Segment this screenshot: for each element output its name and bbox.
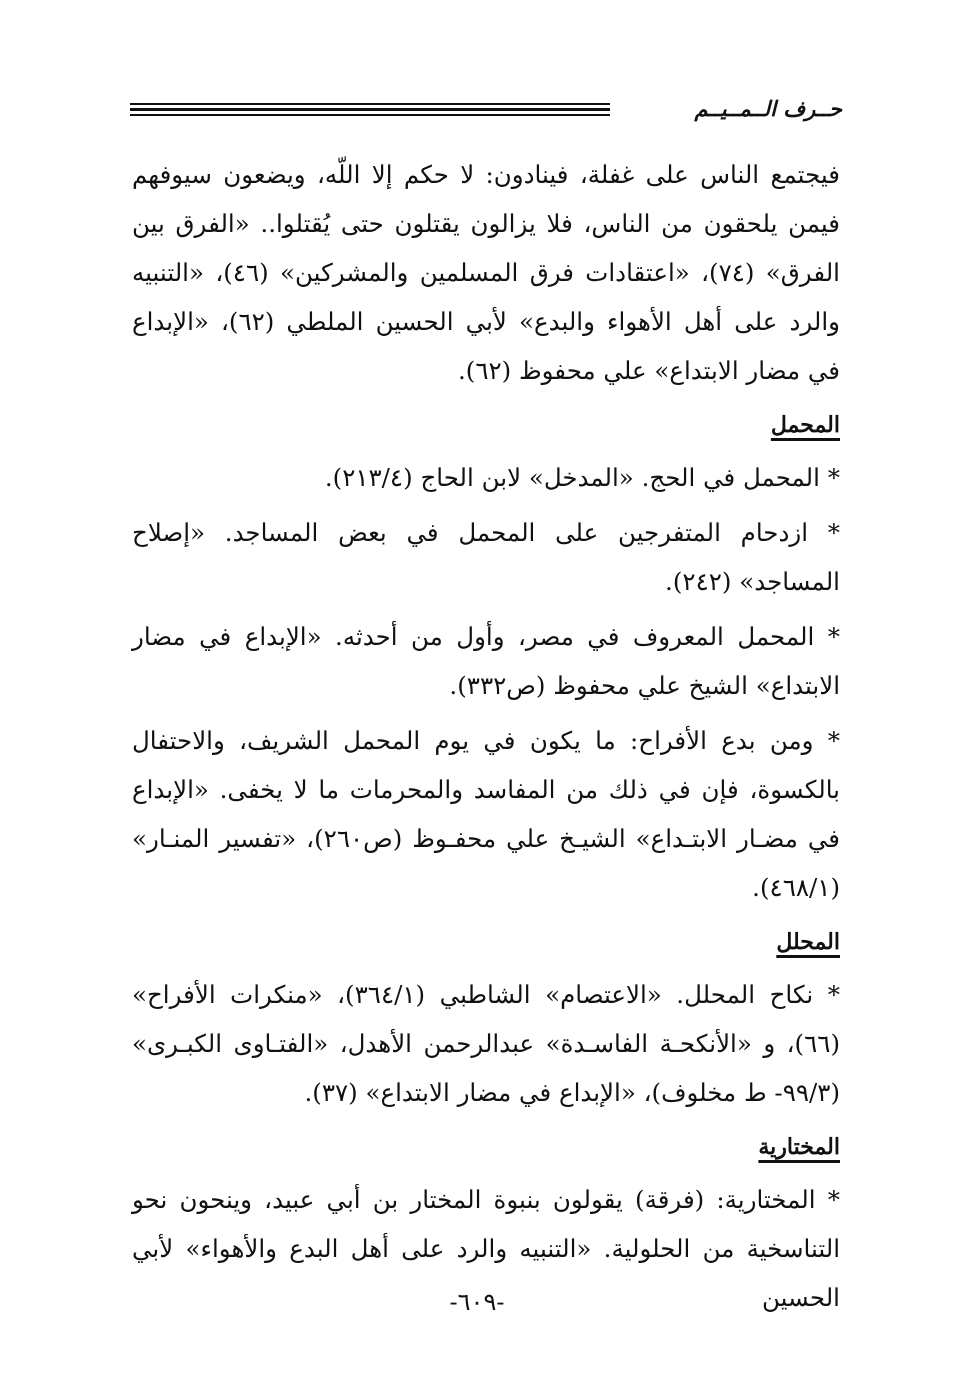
section-heading: المحلل: [776, 929, 840, 955]
page-body: [132, 150, 840, 1328]
paragraph: * ازدحام المتفرجين على المحمل في بعض المساجد. «إصلاح المساجد» (٢٤٢).: [132, 518, 840, 596]
page-header: [130, 94, 842, 124]
header-rule: [130, 108, 610, 111]
header-title: حــرف الــمــيــم: [694, 96, 842, 121]
section-heading: المختارية: [758, 1134, 840, 1160]
header-rule: [130, 114, 610, 116]
paragraph: * المحمل في الحج. «المدخل» لابن الحاج (٢١٣/٤).: [324, 463, 840, 492]
page-number: -٦٠٩-: [449, 1288, 505, 1316]
section-heading: المحمل: [770, 412, 840, 438]
paragraph: * المحمل المعروف في مصر، وأول من أحدثه. «الإبداع في مضار الابتداع» الشيخ علي محفوظ (ص٣٣٢).: [132, 622, 840, 700]
paragraph: * نكاح المحلل. «الاعتصام» الشاطبي (٣٦٤/١)، «منكرات الأفراح» (٦٦)، و «الأنكحـة الفاسـدة» عبدالرحمن الأهدل، «الفتـاوى الكبـرى» (٩٩/٣- ط مخلوف)، «الإبداع في مضار الابتداع» (٣٧).: [132, 980, 840, 1107]
paragraph: فيجتمع الناس على غفلة، فينادون: لا حكم إلا اللّه، ويضعون سيوفهم فيمن يلحقون من الناس، فلا يزالون يقتلون حتى يُقتلوا.. «الفرق بين الفرق» (٧٤)، «اعتقادات فرق المسلمين والمشركين» (٤٦)، «التنبيه والرد على أهل الأهواء والبدع» لأبي الحسين الملطي (٦٢)، «الإبداع في مضار الابتداع» علي محفوظ (٦٢).: [132, 160, 840, 385]
paragraph: * المختارية: (فرقة) يقولون بنبوة المختار بن أبي عبيد، وينحون نحو التناسخية من الحلولية. «التنبيه والرد على أهل البدع والأهواء» لأبي الحسين: [132, 1185, 840, 1312]
paragraph: * ومن بدع الأفراح: ما يكون في يوم المحمل الشريف، والاحتفال بالكسوة، فإن في ذلك من المفاسد والمحرمات ما لا يخفى. «الإبداع في مضـار الابتـداع» الشيـخ علي محفـوظ (ص٢٦٠)، «تفسير المنـار» (٤٦٨/١).: [132, 726, 840, 902]
header-rule: [130, 103, 610, 105]
